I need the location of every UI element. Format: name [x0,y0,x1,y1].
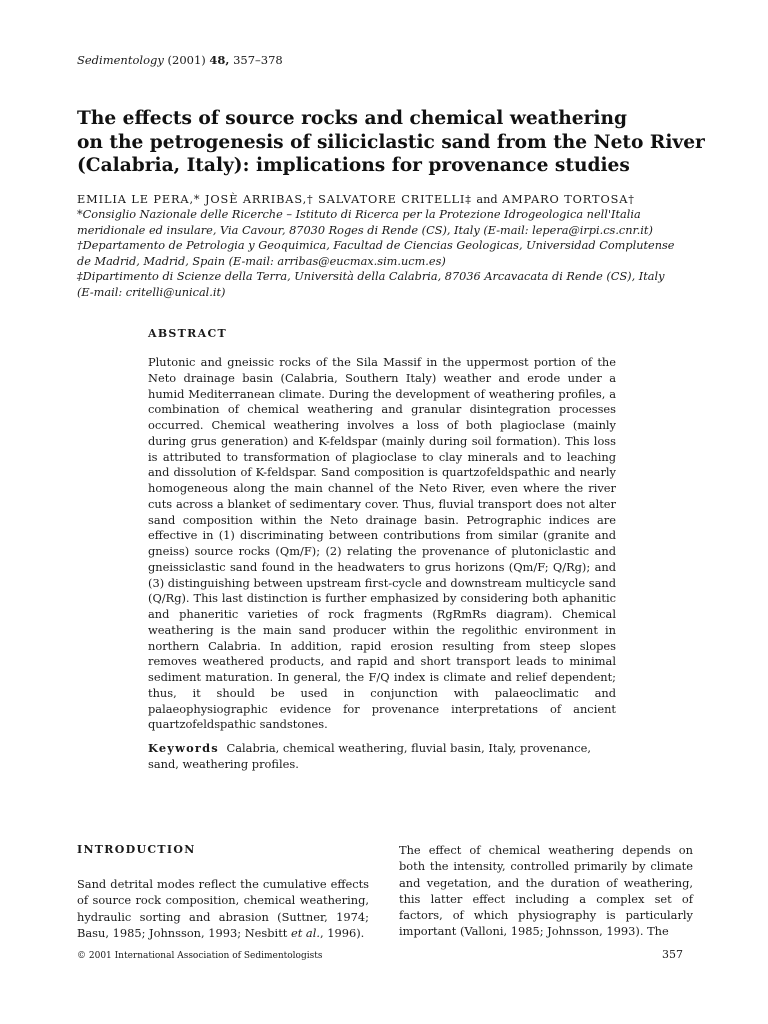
title-line: The effects of source rocks and chemical weathering [77,108,628,129]
page-number: 357 [662,948,683,961]
intro-text-after: , 1996). [319,925,365,940]
affiliations [77,207,717,301]
affiliation-line: †Departamento de Petrologia y Geoquimica, Facultad de Ciencias Geologicas, Universidad Complutense [77,239,675,253]
abstract-body: Plutonic and gneissic rocks of the Sila Massif in the uppermost portion of the Neto drainage basin (Calabria, Southern Italy) weather and erode under a humid Mediterranean climate. During the development of weathering profiles, a combination of chemical weathering and granular disintegration processes occurred. Chemical weathering involves a loss of both plagioclase (mainly during grus generation) and K-feldspar (mainly during soil formation). This loss is attributed to transformation of plagioclase to clay minerals and to leaching and dissolution of K-feldspar. Sand composition is quartzofeldspathic and nearly homogeneous along the main channel of the Neto River, even where the river cuts across a blanket of sedimentary cover. Thus, fluvial transport does not alter sand composition within the Neto drainage basin. Petrographic indices are effective in (1) discriminating between contributions from similar (granite and gneiss) source rocks (Qm/F); (2) relating the provenance of plutoniclastic and gneissiclastic sand found in the headwaters to grus horizons (Qm/F; Q/Rg); and (3) distinguishing between upstream first-cycle and downstream multicycle sand (Q/Rg). This last distinction is further emphasized by considering both aphanitic and phaneritic varieties of rock fragments (RgRmRs diagram). Chemical weathering is the main sand producer within the regolithic environment in northern Calabria. In addition, rapid erosion resulting from steep slopes removes weathered products, and rapid and short transport leads to minimal sediment maturation. In general, the F/Q index is climate and relief dependent; thus, it should be used in conjunction with palaeoclimatic and palaeophysiographic evidence for provenance interpretations of ancient quartzofeldspathic sandstones. [148,355,616,732]
affiliation-line: de Madrid, Madrid, Spain (E-mail: arribas@eucmax.sim.ucm.es) [77,254,446,268]
affiliation-line: (E-mail: critelli@unical.it) [77,285,226,299]
keywords-text: Calabria, chemical weathering, fluvial basin, Italy, provenance, sand, weathering profiles. [148,741,591,771]
title-line: (Calabria, Italy): implications for provenance studies [77,155,630,176]
journal-year: (2001) [167,53,206,67]
author-last: AMPARO TORTOSA† [502,193,635,206]
journal-pages: 357–378 [233,53,283,67]
affiliation-line: meridionale ed insulare, Via Cavour, 87030 Roges di Rende (CS), Italy (E-mail: lepera@irpi.cs.cnr.it) [77,223,653,237]
introduction-heading: INTRODUCTION [77,843,196,856]
affiliation-line: *Consiglio Nazionale delle Ricerche – Istituto di Ricerca per la Protezione Idrogeologica nell'Italia [77,208,641,221]
right-column-paragraph: The effect of chemical weathering depends on both the intensity, controlled primarily by climate and vegetation, and the duration of weathering, this latter effect including a complex set of factors, of which physiography is particularly important (Valloni, 1985; Johnsson, 1993). The [399,843,693,939]
abstract-section [148,326,616,773]
introduction-paragraph [77,876,369,941]
left-column [77,842,369,941]
affiliation-line: ‡Dipartimento di Scienze della Terra, Università della Calabria, 87036 Arcavacata di Rende (CS), Italy [77,270,665,284]
abstract-heading: ABSTRACT [148,327,227,340]
author-names: EMILIA LE PERA,* JOSÈ ARRIBAS,† SALVATORE CRITELLI‡ [77,193,472,206]
author-conjunction: and [476,193,498,206]
author-list [77,192,717,208]
copyright-footer: © 2001 International Association of Sedimentologists [77,951,323,961]
keywords-label: Keywords [148,741,219,755]
intro-et-al: et al. [290,925,320,940]
journal-citation [77,52,283,68]
journal-name: Sedimentology [77,53,164,67]
keywords [148,741,616,773]
article-title [77,107,717,178]
title-line: on the petrogenesis of siliciclastic sand from the Neto River [77,131,705,153]
journal-volume: 48, [209,53,230,67]
intro-text-before: Sand detrital modes reflect the cumulative effects of source rock composition, chemical weathering, hydraulic sorting and abrasion (Suttner, 1974; Basu, 1985; Johnsson, 1993; Nesbitt [77,877,369,940]
